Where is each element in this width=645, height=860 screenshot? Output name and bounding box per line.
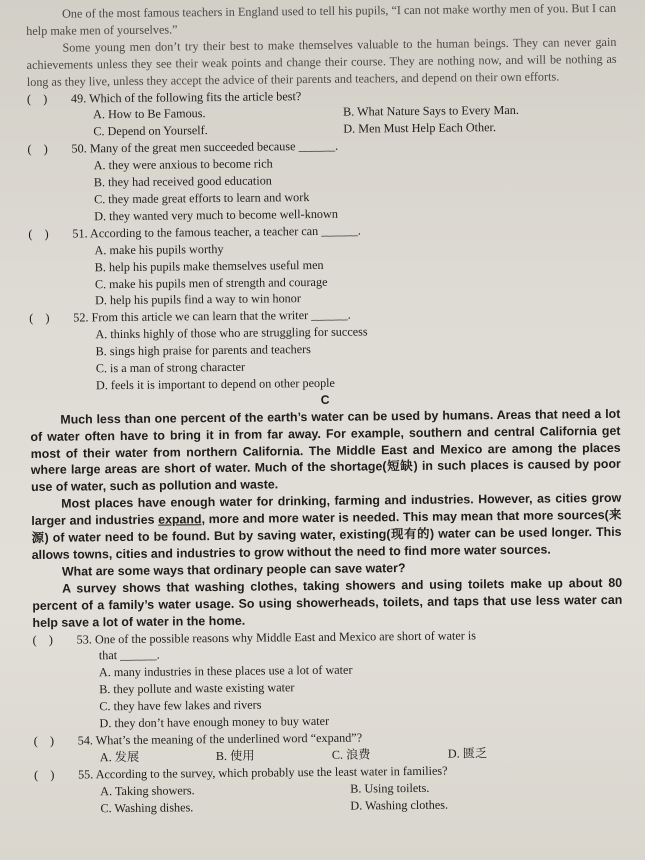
option-c: C. they made great efforts to learn and work	[93, 190, 310, 207]
question-stem: 55. According to the survey, which probably use the least water in families?	[77, 763, 448, 782]
section-c-paragraph-3: What are some ways that ordinary people can save water?	[61, 560, 406, 579]
option-d: D. they don’t have enough money to buy water	[99, 713, 330, 731]
section-c-paragraph-1: Much less than one percent of the earth’s water can be used by humans. Areas that need a lot of water often have to bring it in from far away. For example, southern and central California get most of their water from northern California. The Middle East and Mexico are among the places where large areas are short of water. Much of the shortage(短缺) in such places is caused by poor use of water, such as pollution and waste.	[30, 406, 621, 495]
option-a: A. Taking showers.	[100, 782, 195, 798]
section-c-paragraph-2: Most places have enough water for drinking, farming and industries. However, as cities grow larger and industries expand, more and more water is needed. This may mean that more sources(来源) of water need to be found. But by saving water, existing(现有的) water can be used longer. This allows towns, cities and industries to grow without the need to find more water sources.	[31, 491, 622, 562]
option-c: C. is a man of strong character	[95, 359, 246, 376]
question-stem: 50. Many of the great men succeeded because ______.	[71, 138, 339, 156]
option-a: A. many industries in these places use a lot of water	[98, 662, 353, 680]
worksheet-content	[26, 0, 624, 817]
question-stem: 52. From this article we can learn that the writer ______.	[73, 307, 351, 325]
section-c-paragraph-4: A survey shows that washing clothes, taking showers and using toilets make up about 80 percent of a family’s water usage. So using showerheads, toilets, and taps that use less water can help save a lot of water in the home.	[32, 575, 623, 630]
option-c: C. they have few lakes and rivers	[99, 697, 262, 714]
question-52	[29, 304, 620, 395]
option-c: C. 浪费	[331, 747, 371, 762]
option-d: D. feels it is important to depend on other people	[95, 375, 336, 393]
section-c-title: C	[320, 392, 330, 407]
option-b: B. help his pupils make themselves useful men	[94, 257, 324, 274]
answer-bracket[interactable]: ( )	[27, 142, 48, 157]
passage-b-paragraph-2: Some young men don’t try their best to make themselves valuable to the human beings. They can never gain achievements unless they see their weak points and change their course. They are nothing now, and will be nothing as long as they live, unless they accept the advice of their parents and teachers, and depend on their own efforts.	[26, 34, 617, 89]
question-55	[34, 761, 624, 818]
option-c: C. Washing dishes.	[100, 799, 194, 815]
question-50	[27, 135, 618, 226]
option-a: A. thinks highly of those who are struggling for success	[95, 324, 368, 342]
option-c: C. make his pupils men of strength and courage	[94, 274, 328, 291]
option-a: A. How to Be Famous.	[93, 106, 206, 122]
question-stem: 54. What’s the meaning of the underlined word “expand”?	[77, 730, 363, 748]
option-b: B. they had received good education	[93, 173, 272, 190]
question-stem: 49. Which of the following fits the article best?	[70, 88, 302, 106]
option-d: D. 匮乏	[447, 746, 488, 761]
question-51	[28, 220, 619, 311]
underlined-word-expand: expand	[158, 512, 202, 527]
answer-bracket[interactable]: ( )	[33, 733, 55, 748]
answer-bracket[interactable]: ( )	[28, 226, 49, 241]
question-49	[27, 84, 617, 141]
question-54	[34, 727, 624, 767]
option-b: B. What Nature Says to Every Man.	[343, 103, 519, 120]
question-stem-continued: that ______.	[98, 648, 160, 663]
question-53	[33, 625, 624, 733]
option-b: B. Using toilets.	[350, 780, 430, 796]
answer-bracket[interactable]: ( )	[26, 91, 48, 106]
answer-bracket[interactable]: ( )	[33, 767, 55, 782]
answer-bracket[interactable]: ( )	[32, 632, 54, 647]
question-stem: 51. According to the famous teacher, a teacher can ______.	[72, 223, 361, 241]
option-d: D. help his pupils find a way to win honor	[95, 291, 301, 308]
option-a: A. 发展	[99, 749, 140, 765]
option-b: B. they pollute and waste existing water	[99, 680, 295, 697]
option-d: D. Men Must Help Each Other.	[343, 120, 497, 137]
option-a: A. make his pupils worthy	[94, 241, 224, 257]
option-c: C. Depend on Yourself.	[93, 123, 208, 139]
option-a: A. they were anxious to become rich	[93, 156, 273, 173]
question-stem: 53. One of the possible reasons why Middle East and Mexico are short of water is	[76, 627, 477, 647]
option-d: D. they wanted very much to become well-known	[94, 206, 338, 224]
passage-b-paragraph-1: One of the most famous teachers in England used to tell his pupils, “I can not make worthy men of you. But I can help make men of yourselves.”	[26, 0, 617, 38]
option-d: D. Washing clothes.	[350, 797, 449, 813]
answer-bracket[interactable]: ( )	[29, 311, 50, 326]
option-b: B. 使用	[215, 748, 255, 763]
option-b: B. sings high praise for parents and teachers	[95, 342, 311, 359]
